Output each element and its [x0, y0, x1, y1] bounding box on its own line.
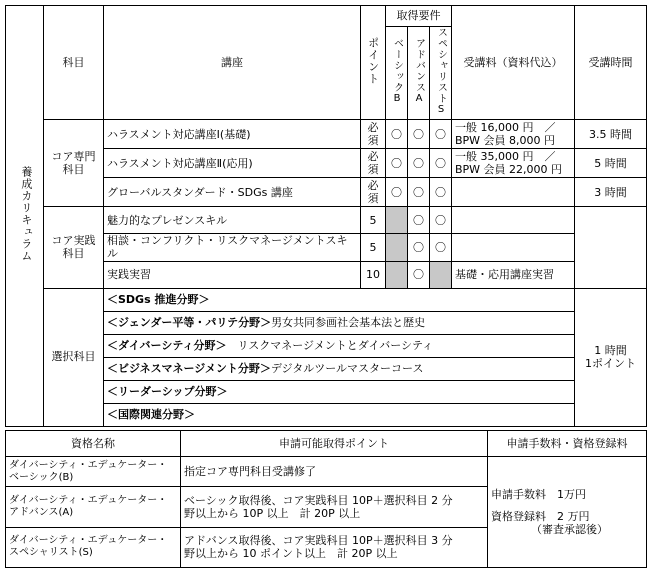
course-time: 3 時間 — [575, 178, 647, 207]
elective-subject-label: 選択科目 — [44, 288, 104, 426]
core-subject-label: コア専門科目 — [44, 120, 104, 207]
curriculum-table — [5, 5, 647, 427]
course-time: 3.5 時間 — [575, 120, 647, 149]
course-time: 5 時間 — [575, 149, 647, 178]
course-points: 5 — [361, 234, 386, 261]
header-time: 受講時間 — [575, 6, 647, 120]
course-name: グローバルスタンダード・SDGs 講座 — [104, 178, 361, 207]
curriculum-group-cell — [6, 6, 44, 427]
table-row — [6, 288, 647, 311]
elective-field: ＜ジェンダー平等・パリテ分野＞ — [107, 315, 272, 329]
cert-points — [181, 527, 488, 567]
course-fee — [452, 120, 575, 149]
practice-time-empty — [575, 207, 647, 288]
course-points: 必須 — [361, 120, 386, 149]
cert-name-line2: スペシャリスト(S) — [9, 547, 93, 559]
course-fee-empty — [452, 234, 575, 261]
header-req-basic: ベーシックB — [391, 38, 403, 105]
req-specialist-na — [430, 261, 452, 288]
elective-time-line2: 1ポイント — [585, 357, 636, 371]
elective-row — [104, 311, 575, 334]
elective-detail: デジタルツールマスターコース — [270, 361, 424, 375]
req-advance-mark: 〇 — [408, 120, 430, 149]
header-req-basic-cell — [386, 27, 408, 120]
curriculum-group-label-text: 養成カリキュラム — [19, 166, 33, 263]
course-fee — [452, 149, 575, 178]
certification-table — [5, 430, 647, 568]
req-basic-mark: 〇 — [386, 120, 408, 149]
cert-points-line1: ベーシック取得後、コア実践科目 10P＋選択科目 2 分 — [184, 493, 453, 507]
elective-time-line1: 1 時間 — [594, 343, 627, 357]
cert-name — [6, 487, 181, 527]
cert-points-line1: アドバンス取得後、コア実践科目 10P＋選択科目 3 分 — [184, 534, 453, 548]
req-specialist-mark: 〇 — [430, 149, 452, 178]
course-points: 必須 — [361, 178, 386, 207]
cert-name — [6, 457, 181, 487]
elective-row — [104, 288, 575, 311]
header-subject: 科目 — [44, 6, 104, 120]
req-basic-na — [386, 261, 408, 288]
elective-field: ＜ビジネスマネージメント分野＞ — [107, 361, 271, 375]
course-name: 実践実習 — [104, 261, 361, 288]
header-points: ポイント — [366, 37, 380, 85]
elective-field: ＜リーダーシップ分野＞ — [107, 384, 228, 398]
req-advance-mark: 〇 — [408, 149, 430, 178]
course-fee-line2: BPW 会員 22,000 円 — [455, 163, 563, 177]
course-fee-empty — [452, 178, 575, 207]
req-advance-mark: 〇 — [408, 261, 430, 288]
req-advance-mark: 〇 — [408, 234, 430, 261]
cert-name-line1: ダイバーシティ・エデュケーター・ — [9, 495, 168, 507]
elective-detail: 男女共同参画社会基本法と歴史 — [271, 315, 426, 329]
cert-points-line2: 野以上から 10P 以上 計 20P 以上 — [184, 507, 361, 521]
table-row — [6, 457, 647, 487]
course-name: ハラスメント対応講座Ⅱ(応用) — [104, 149, 361, 178]
req-basic-mark: 〇 — [386, 178, 408, 207]
elective-row — [104, 334, 575, 357]
course-name: ハラスメント対応講座Ⅰ(基礎) — [104, 120, 361, 149]
course-fee-line2: BPW 会員 8,000 円 — [455, 134, 556, 148]
cert-fee-line2: 資格登録料 2 万円 — [491, 509, 590, 523]
cert-header-name: 資格名称 — [6, 431, 181, 457]
header-requirements: 取得要件 — [386, 6, 452, 27]
cert-points-line1: 指定コア専門科目受講修了 — [184, 465, 316, 479]
cert-fee — [488, 457, 647, 568]
table-row — [6, 207, 647, 234]
cert-header-points: 申請可能取得ポイント — [181, 431, 488, 457]
course-name: 相談・コンフリクト・リスクマネージメントスキル — [104, 234, 361, 261]
course-fee-line1: 一般 16,000 円 ／ — [455, 121, 556, 134]
table-row — [6, 120, 647, 149]
req-basic-na — [386, 207, 408, 234]
cert-points-line2: 野以上から 10 ポイント以上 計 20P 以上 — [184, 547, 398, 561]
header-fee: 受講料（資料代込） — [452, 6, 575, 120]
elective-field: ＜国際関連分野＞ — [107, 407, 195, 421]
header-req-advance-cell — [408, 27, 430, 120]
cert-name-line2: アドバンス(A) — [9, 507, 74, 519]
course-points: 必須 — [361, 149, 386, 178]
req-basic-mark: 〇 — [386, 149, 408, 178]
header-req-specialist: スペシャリストS — [435, 27, 447, 116]
cert-fee-line1: 申請手数料 1万円 — [491, 488, 586, 502]
cert-name — [6, 527, 181, 567]
course-fee: 基礎・応用講座実習 — [452, 261, 575, 288]
course-points: 5 — [361, 207, 386, 234]
cert-points — [181, 487, 488, 527]
req-specialist-mark: 〇 — [430, 207, 452, 234]
cert-points — [181, 457, 488, 487]
elective-row — [104, 357, 575, 380]
req-basic-na — [386, 234, 408, 261]
cert-fee-line3: （審査承認後） — [531, 522, 608, 536]
cert-header-fee: 申請手数料・資格登録料 — [488, 431, 647, 457]
course-points: 10 — [361, 261, 386, 288]
elective-detail: リスクマネージメントとダイバーシティ — [226, 338, 434, 352]
cert-name-line1: ダイバーシティ・エデュケーター・ — [9, 535, 168, 547]
req-specialist-mark: 〇 — [430, 120, 452, 149]
elective-row — [104, 403, 575, 426]
course-fee-empty — [452, 207, 575, 234]
cert-name-line1: ダイバーシティ・エデュケーター・ — [9, 459, 168, 471]
elective-field: ＜SDGs 推進分野＞ — [107, 292, 210, 306]
req-specialist-mark: 〇 — [430, 234, 452, 261]
course-name: 魅力的なプレゼンスキル — [104, 207, 361, 234]
req-specialist-mark: 〇 — [430, 178, 452, 207]
header-req-specialist-cell — [430, 27, 452, 120]
header-req-advance: アドバンスA — [413, 38, 425, 105]
cert-name-line2: ベーシック(B) — [9, 471, 74, 483]
header-points-cell — [361, 6, 386, 120]
practice-subject-label: コア実践科目 — [44, 207, 104, 288]
header-course: 講座 — [104, 6, 361, 120]
elective-field: ＜ダイバーシティ分野＞ — [107, 338, 227, 352]
elective-time — [575, 288, 647, 426]
course-fee-line1: 一般 35,000 円 ／ — [455, 150, 556, 163]
req-advance-mark: 〇 — [408, 207, 430, 234]
elective-row — [104, 380, 575, 403]
req-advance-mark: 〇 — [408, 178, 430, 207]
